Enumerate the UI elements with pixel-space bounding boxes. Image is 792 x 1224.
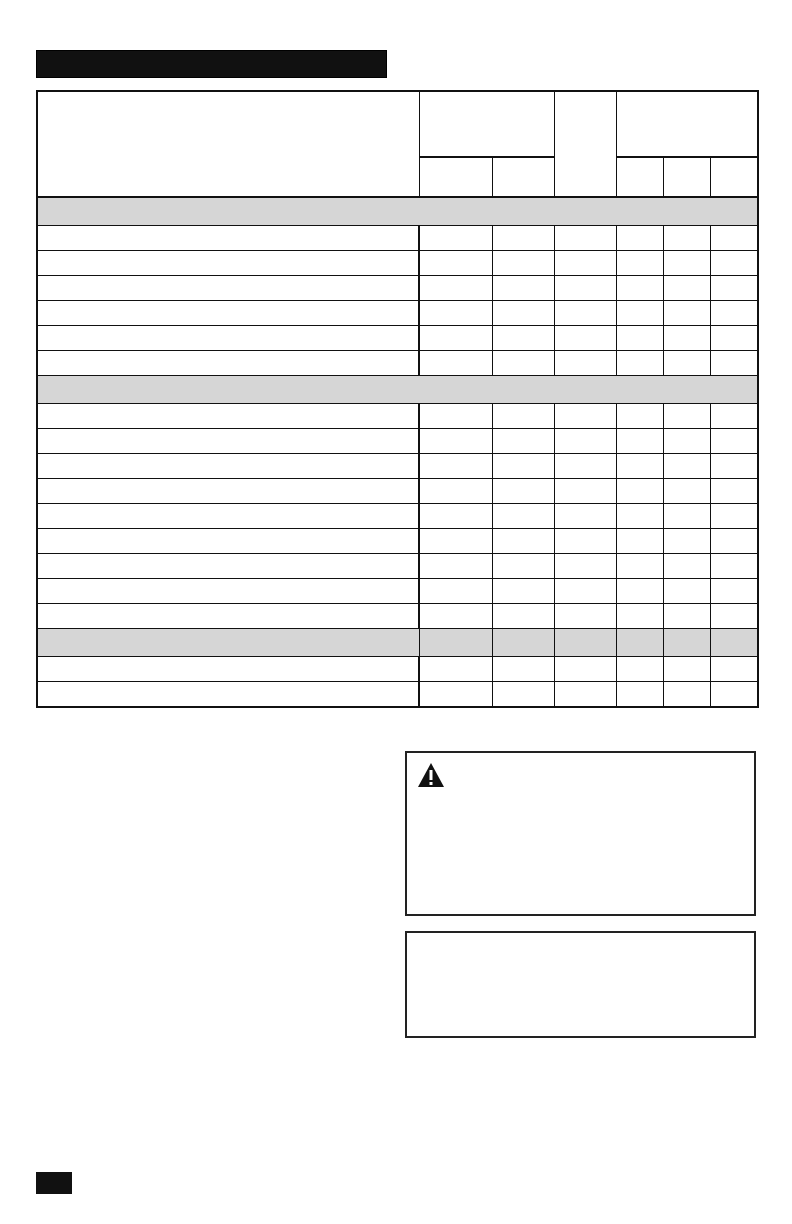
interval-cell bbox=[554, 226, 616, 251]
interval-cell bbox=[492, 682, 554, 708]
interval-cell bbox=[663, 529, 710, 554]
interval-cell bbox=[554, 682, 616, 708]
interval-cell bbox=[663, 351, 710, 376]
header-group-a bbox=[419, 91, 554, 157]
header-single-col bbox=[554, 91, 616, 197]
interval-cell bbox=[663, 326, 710, 351]
task-cell bbox=[37, 554, 419, 579]
interval-cell bbox=[616, 504, 663, 529]
interval-cell bbox=[554, 251, 616, 276]
table-row bbox=[37, 351, 758, 376]
header-group-a-subcol bbox=[492, 157, 554, 197]
interval-cell bbox=[663, 251, 710, 276]
section-cell bbox=[419, 629, 492, 657]
interval-cell bbox=[616, 479, 663, 504]
interval-cell bbox=[663, 604, 710, 629]
interval-cell bbox=[710, 276, 758, 301]
interval-cell bbox=[419, 351, 492, 376]
interval-cell bbox=[554, 657, 616, 682]
interval-cell bbox=[492, 251, 554, 276]
interval-cell bbox=[663, 276, 710, 301]
interval-cell bbox=[554, 554, 616, 579]
interval-cell bbox=[616, 404, 663, 429]
interval-cell bbox=[419, 226, 492, 251]
interval-cell bbox=[663, 579, 710, 604]
interval-cell bbox=[554, 529, 616, 554]
interval-cell bbox=[710, 429, 758, 454]
maintenance-schedule-table bbox=[36, 90, 759, 708]
interval-cell bbox=[710, 657, 758, 682]
interval-cell bbox=[492, 604, 554, 629]
interval-cell bbox=[492, 226, 554, 251]
notice-callout bbox=[405, 931, 756, 1038]
warning-callout bbox=[405, 751, 756, 916]
interval-cell bbox=[710, 682, 758, 708]
table-row bbox=[37, 404, 758, 429]
header-group-b-subcol bbox=[710, 157, 758, 197]
interval-cell bbox=[419, 429, 492, 454]
interval-cell bbox=[663, 554, 710, 579]
header-group-b-subcol bbox=[616, 157, 663, 197]
interval-cell bbox=[554, 301, 616, 326]
task-cell bbox=[37, 226, 419, 251]
interval-cell bbox=[554, 579, 616, 604]
interval-cell bbox=[616, 454, 663, 479]
header-task bbox=[37, 91, 419, 197]
task-cell bbox=[37, 454, 419, 479]
interval-cell bbox=[419, 604, 492, 629]
interval-cell bbox=[663, 657, 710, 682]
interval-cell bbox=[710, 326, 758, 351]
task-cell bbox=[37, 504, 419, 529]
table-body bbox=[37, 197, 758, 707]
table-row bbox=[37, 657, 758, 682]
interval-cell bbox=[419, 529, 492, 554]
interval-cell bbox=[554, 276, 616, 301]
table-section-row bbox=[37, 197, 758, 226]
interval-cell bbox=[419, 404, 492, 429]
interval-cell bbox=[663, 226, 710, 251]
interval-cell bbox=[492, 554, 554, 579]
interval-cell bbox=[492, 504, 554, 529]
interval-cell bbox=[663, 404, 710, 429]
interval-cell bbox=[554, 326, 616, 351]
header-group-b-subcol bbox=[663, 157, 710, 197]
task-cell bbox=[37, 326, 419, 351]
task-cell bbox=[37, 604, 419, 629]
interval-cell bbox=[419, 251, 492, 276]
interval-cell bbox=[419, 657, 492, 682]
interval-cell bbox=[554, 404, 616, 429]
section-title bbox=[37, 629, 419, 657]
section-title bbox=[37, 376, 758, 404]
table-row bbox=[37, 454, 758, 479]
interval-cell bbox=[663, 429, 710, 454]
task-cell bbox=[37, 579, 419, 604]
interval-cell bbox=[710, 579, 758, 604]
table-row bbox=[37, 429, 758, 454]
interval-cell bbox=[419, 579, 492, 604]
interval-cell bbox=[492, 351, 554, 376]
table-row bbox=[37, 479, 758, 504]
interval-cell bbox=[492, 276, 554, 301]
interval-cell bbox=[663, 682, 710, 708]
table-row bbox=[37, 326, 758, 351]
interval-cell bbox=[554, 454, 616, 479]
interval-cell bbox=[616, 429, 663, 454]
table-header-row bbox=[37, 91, 758, 157]
interval-cell bbox=[616, 226, 663, 251]
header-group-b bbox=[616, 91, 758, 157]
task-cell bbox=[37, 351, 419, 376]
section-cell bbox=[663, 629, 710, 657]
table-row bbox=[37, 554, 758, 579]
interval-cell bbox=[616, 657, 663, 682]
table-row bbox=[37, 604, 758, 629]
interval-cell bbox=[710, 454, 758, 479]
interval-cell bbox=[663, 301, 710, 326]
task-cell bbox=[37, 682, 419, 708]
interval-cell bbox=[419, 326, 492, 351]
interval-cell bbox=[492, 529, 554, 554]
interval-cell bbox=[419, 454, 492, 479]
interval-cell bbox=[554, 479, 616, 504]
task-cell bbox=[37, 529, 419, 554]
table-section-row bbox=[37, 629, 758, 657]
interval-cell bbox=[710, 404, 758, 429]
interval-cell bbox=[492, 579, 554, 604]
interval-cell bbox=[710, 351, 758, 376]
table-row bbox=[37, 504, 758, 529]
interval-cell bbox=[554, 504, 616, 529]
interval-cell bbox=[492, 326, 554, 351]
table-section-row bbox=[37, 376, 758, 404]
interval-cell bbox=[710, 504, 758, 529]
interval-cell bbox=[710, 529, 758, 554]
interval-cell bbox=[616, 301, 663, 326]
warning-triangle-icon bbox=[417, 762, 445, 788]
interval-cell bbox=[710, 604, 758, 629]
task-cell bbox=[37, 404, 419, 429]
interval-cell bbox=[616, 326, 663, 351]
interval-cell bbox=[616, 529, 663, 554]
interval-cell bbox=[616, 682, 663, 708]
interval-cell bbox=[492, 301, 554, 326]
section-cell bbox=[710, 629, 758, 657]
interval-cell bbox=[663, 504, 710, 529]
interval-cell bbox=[492, 429, 554, 454]
section-cell bbox=[492, 629, 554, 657]
interval-cell bbox=[492, 479, 554, 504]
table-row bbox=[37, 301, 758, 326]
section-cell bbox=[616, 629, 663, 657]
table-row bbox=[37, 226, 758, 251]
table-row bbox=[37, 682, 758, 708]
interval-cell bbox=[616, 554, 663, 579]
interval-cell bbox=[419, 301, 492, 326]
task-cell bbox=[37, 251, 419, 276]
interval-cell bbox=[419, 682, 492, 708]
interval-cell bbox=[616, 579, 663, 604]
interval-cell bbox=[616, 251, 663, 276]
interval-cell bbox=[419, 276, 492, 301]
task-cell bbox=[37, 429, 419, 454]
interval-cell bbox=[492, 454, 554, 479]
task-cell bbox=[37, 301, 419, 326]
interval-cell bbox=[710, 301, 758, 326]
section-title-bar bbox=[36, 50, 387, 78]
interval-cell bbox=[663, 479, 710, 504]
interval-cell bbox=[710, 251, 758, 276]
interval-cell bbox=[554, 604, 616, 629]
task-cell bbox=[37, 479, 419, 504]
table-row bbox=[37, 579, 758, 604]
interval-cell bbox=[492, 404, 554, 429]
interval-cell bbox=[419, 479, 492, 504]
interval-cell bbox=[663, 454, 710, 479]
section-cell bbox=[554, 629, 616, 657]
interval-cell bbox=[710, 226, 758, 251]
table-row bbox=[37, 276, 758, 301]
interval-cell bbox=[419, 504, 492, 529]
task-cell bbox=[37, 657, 419, 682]
section-title bbox=[37, 197, 758, 226]
header-group-a-subcol bbox=[419, 157, 492, 197]
table-row bbox=[37, 251, 758, 276]
interval-cell bbox=[419, 554, 492, 579]
interval-cell bbox=[710, 479, 758, 504]
interval-cell bbox=[616, 276, 663, 301]
interval-cell bbox=[616, 351, 663, 376]
table-row bbox=[37, 529, 758, 554]
interval-cell bbox=[554, 351, 616, 376]
page-number-tab bbox=[36, 1172, 72, 1194]
interval-cell bbox=[554, 429, 616, 454]
interval-cell bbox=[616, 604, 663, 629]
interval-cell bbox=[492, 657, 554, 682]
task-cell bbox=[37, 276, 419, 301]
interval-cell bbox=[710, 554, 758, 579]
